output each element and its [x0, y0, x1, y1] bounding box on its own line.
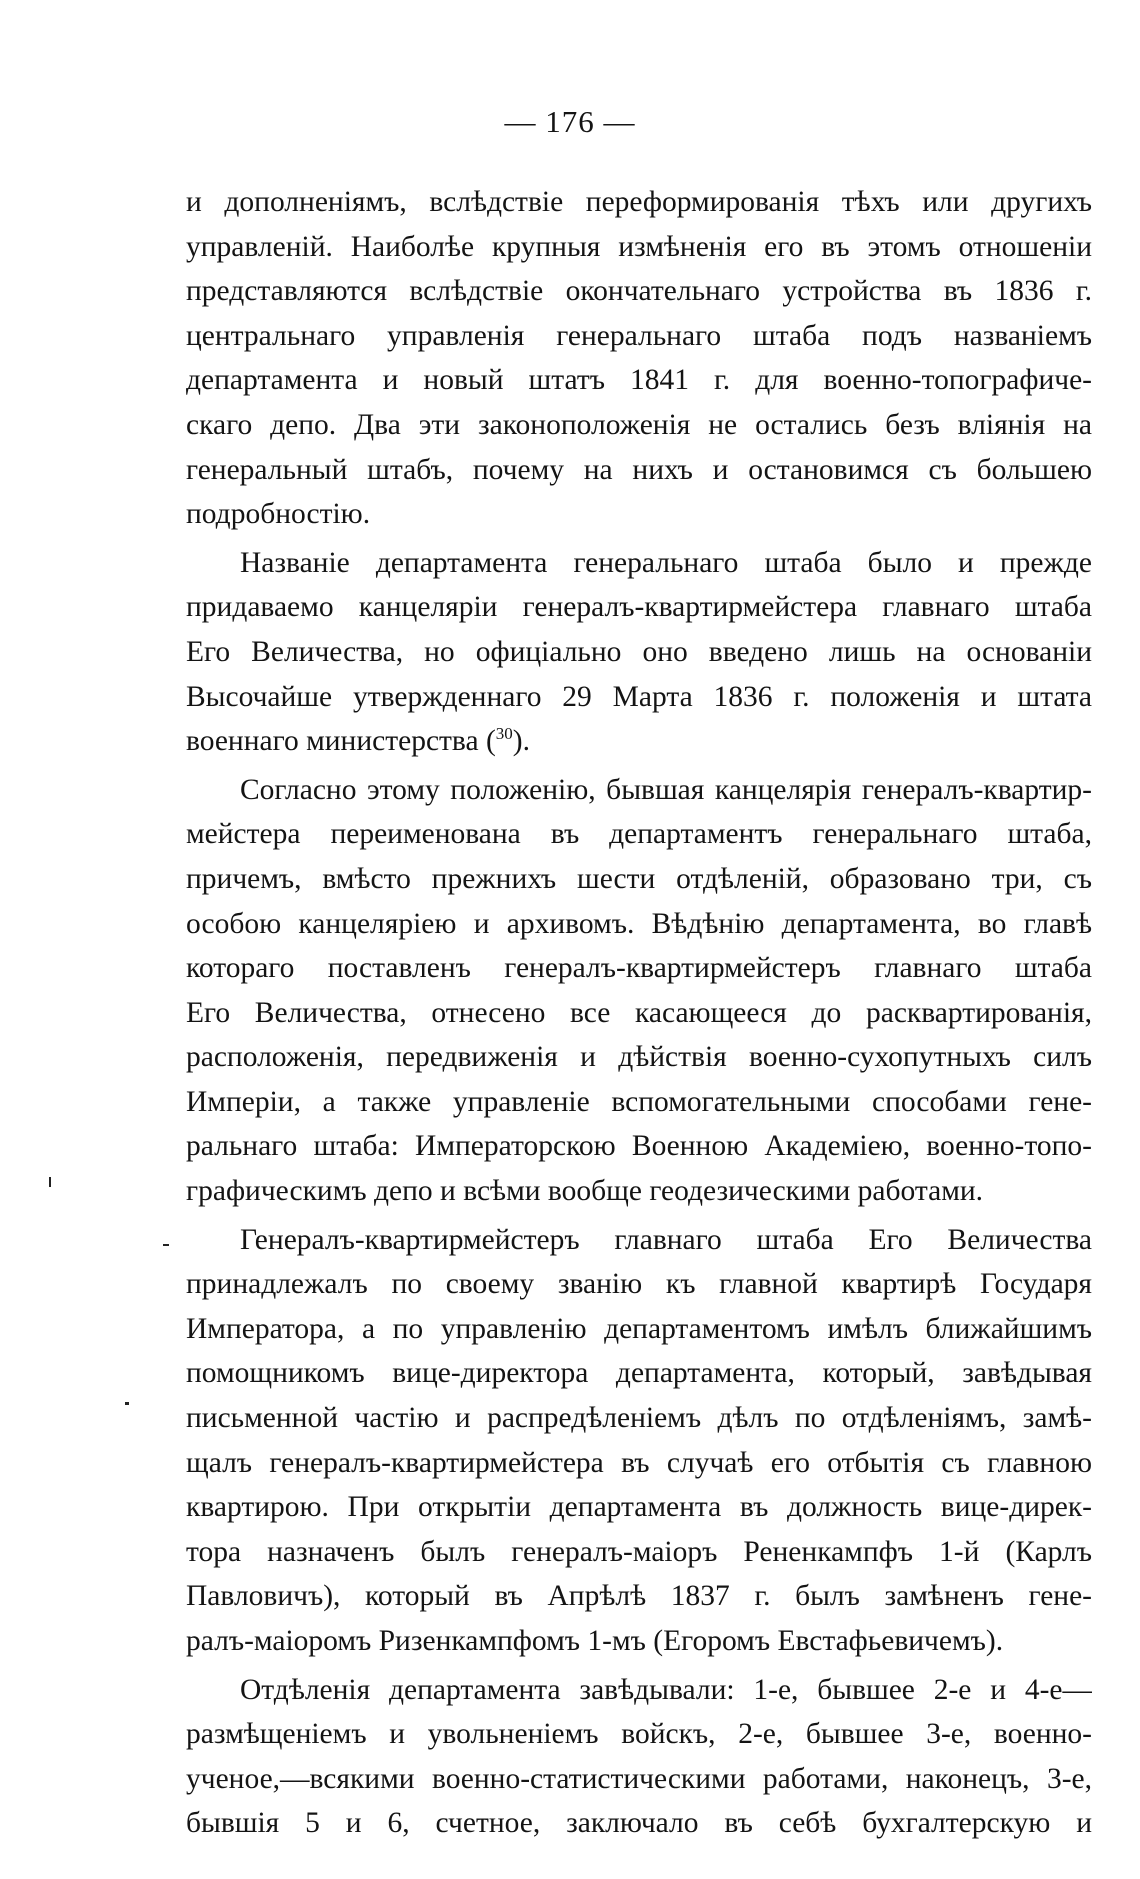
text-line: мейстера переименована въ департаментъ генеральнаго штаба,: [186, 818, 1092, 851]
text-line: принадлежалъ по своему званію къ главной квартирѣ Государя: [186, 1268, 1092, 1301]
text-line: Павловичъ), который въ Апрѣлѣ 1837 г. былъ замѣненъ гене-: [186, 1580, 1092, 1613]
text-line: Названіе департамента генеральнаго штаба было и прежде: [240, 546, 1092, 579]
text-line: центральнаго управленія генеральнаго штаба подъ названіемъ: [186, 319, 1092, 352]
text-line: бывшія 5 и 6, счетное, заключало въ себѣ бухгалтерскую и: [186, 1807, 1092, 1840]
footnote-reference: 30: [495, 724, 513, 744]
body-text: [186, 180, 1092, 1846]
text-line: Имперіи, а также управленіе вспомогательными способами гене-: [186, 1085, 1092, 1118]
text-line: расположенія, передвиженія и дѣйствія военно-сухопутныхъ силъ: [186, 1041, 1092, 1074]
text-line: квартирою. При открытіи департамента въ должность вице-дирек-: [186, 1491, 1092, 1524]
text-line: Высочайше утвержденнаго 29 Марта 1836 г. положенія и штата: [186, 680, 1092, 713]
text-line: и дополненіямъ, вслѣдствіе переформированія тѣхъ или другихъ: [186, 186, 1092, 218]
text-line: графическимъ депо и всѣми вообще геодезическими работами.: [186, 1175, 984, 1208]
text-line: ральнаго штаба: Императорскою Военною Академіею, военно-топо-: [186, 1130, 1092, 1163]
text-line: письменной частію и распредѣленіемъ дѣлъ по отдѣленіямъ, замѣ-: [186, 1402, 1092, 1435]
text-line: Отдѣленія департамента завѣдывали: 1-е, бывшее 2-е и 4-е—: [240, 1673, 1092, 1706]
margin-mark: [125, 1402, 129, 1405]
margin-mark: [163, 1244, 169, 1246]
paragraph: [186, 1668, 1092, 1846]
text-fragment: ).: [512, 725, 530, 758]
text-line: генеральный штабъ, почему на нихъ и остановимся съ большею: [186, 453, 1092, 486]
text-line: ралъ-маіоромъ Ризенкампфомъ 1-мъ (Егоромъ Евстафьевичемъ).: [186, 1625, 1004, 1657]
text-fragment: военнаго министерства (: [186, 725, 496, 758]
margin-mark: [49, 1177, 51, 1187]
text-line: Его Величества, но офиціально оно введено лишь на основаніи: [186, 635, 1092, 668]
paragraph: [186, 180, 1092, 537]
text-line: причемъ, вмѣсто прежнихъ шести отдѣленій, образовано три, съ: [186, 862, 1092, 895]
text-line: размѣщеніемъ и увольненіемъ войскъ, 2-е, бывшее 3-е, военно-: [186, 1718, 1092, 1751]
page-number: — 176 —: [504, 104, 636, 139]
text-line: подробностію.: [186, 498, 371, 531]
text-line: котораго поставленъ генералъ-квартирмейстеръ главнаго штаба: [186, 952, 1092, 985]
paragraph: [186, 541, 1092, 764]
text-line: Его Величества, отнесено все касающееся до расквартированія,: [186, 996, 1092, 1029]
text-line: представляются вслѣдствіе окончательнаго устройства въ 1836 г.: [186, 275, 1092, 308]
text-line: департамента и новый штатъ 1841 г. для военно-топографиче-: [186, 364, 1092, 397]
text-line: Генералъ-квартирмейстеръ главнаго штаба Его Величества: [240, 1223, 1092, 1256]
text-line: помощникомъ вице-директора департамента, который, завѣдывая: [186, 1357, 1092, 1390]
text-line: Императора, а по управленію департаментомъ имѣлъ ближайшимъ: [186, 1312, 1092, 1345]
text-line: [186, 719, 1092, 764]
text-line: тора назначенъ былъ генералъ-маіоръ Рененкампфъ 1-й (Карлъ: [186, 1535, 1092, 1568]
text-line: придаваемо канцеляріи генералъ-квартирмейстера главнаго штаба: [186, 591, 1092, 624]
paragraph: [186, 768, 1092, 1214]
text-line: щалъ генералъ-квартирмейстера въ случаѣ его отбытія съ главною: [186, 1446, 1092, 1479]
text-line: Согласно этому положенію, бывшая канцелярія генералъ-квартир-: [240, 773, 1092, 806]
text-line: особою канцеляріею и архивомъ. Вѣдѣнію департамента, во главѣ: [186, 907, 1092, 940]
text-line: скаго депо. Два эти законоположенія не остались безъ вліянія на: [186, 408, 1092, 441]
text-line: управленій. Наиболѣе крупныя измѣненія его въ этомъ отношеніи: [186, 230, 1092, 263]
paragraph: [186, 1218, 1092, 1664]
text-line: ученое,—всякими военно-статистическими работами, наконецъ, 3-е,: [186, 1762, 1092, 1795]
